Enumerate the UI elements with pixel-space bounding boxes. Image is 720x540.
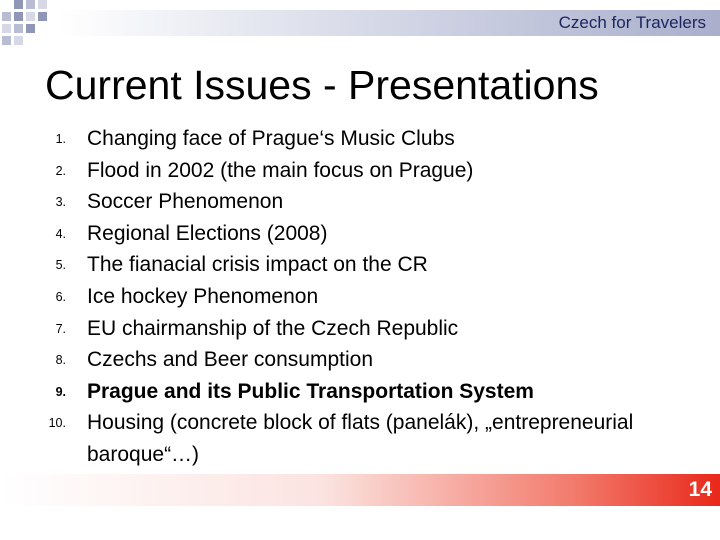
slide-title: Current Issues - Presentations [45, 62, 599, 108]
list-item-text: Housing (concrete block of flats (panelák), „entrepreneurial baroque“…) [87, 411, 634, 466]
list-item [0, 218, 720, 250]
list-item-text: Flood in 2002 (the main focus on Prague) [87, 158, 474, 182]
list-item-text: Soccer Phenomenon [87, 190, 284, 214]
list-item-text: Regional Elections (2008) [87, 221, 328, 245]
list-item-text: The fianacial crisis impact on the CR [87, 253, 428, 277]
page-number: 14 [688, 478, 712, 501]
list-item-number: 10. [48, 416, 66, 431]
list-item [0, 123, 720, 155]
list-item [0, 313, 720, 345]
list-item-text: Changing face of Prague‘s Music Clubs [87, 127, 455, 150]
header-title: Czech for Travelers [558, 13, 706, 32]
list-item-number: 9. [55, 384, 66, 399]
list-item-number: 6. [55, 289, 66, 304]
list-item [0, 186, 720, 218]
list-item-number: 5. [55, 258, 66, 273]
list-item-text: Prague and its Public Transportation System [87, 379, 534, 403]
list-item [0, 344, 720, 376]
list-item [0, 281, 720, 313]
list-item-number: 8. [55, 353, 66, 368]
list-item [0, 376, 720, 408]
list-item [0, 155, 720, 187]
list-item-number: 4. [55, 226, 66, 241]
list-item-text: EU chairmanship of the Czech Republic [87, 316, 459, 340]
list-item-text: Ice hockey Phenomenon [87, 284, 319, 308]
list-item-text: Czechs and Beer consumption [87, 348, 373, 372]
list-item [0, 249, 720, 281]
agenda-list [0, 123, 720, 471]
list-item-number: 3. [55, 195, 66, 210]
list-item [0, 407, 720, 470]
list-item-number: 2. [55, 163, 66, 178]
footer-band [0, 474, 720, 506]
list-item-number: 1. [55, 132, 66, 146]
list-item-number: 7. [55, 321, 66, 336]
